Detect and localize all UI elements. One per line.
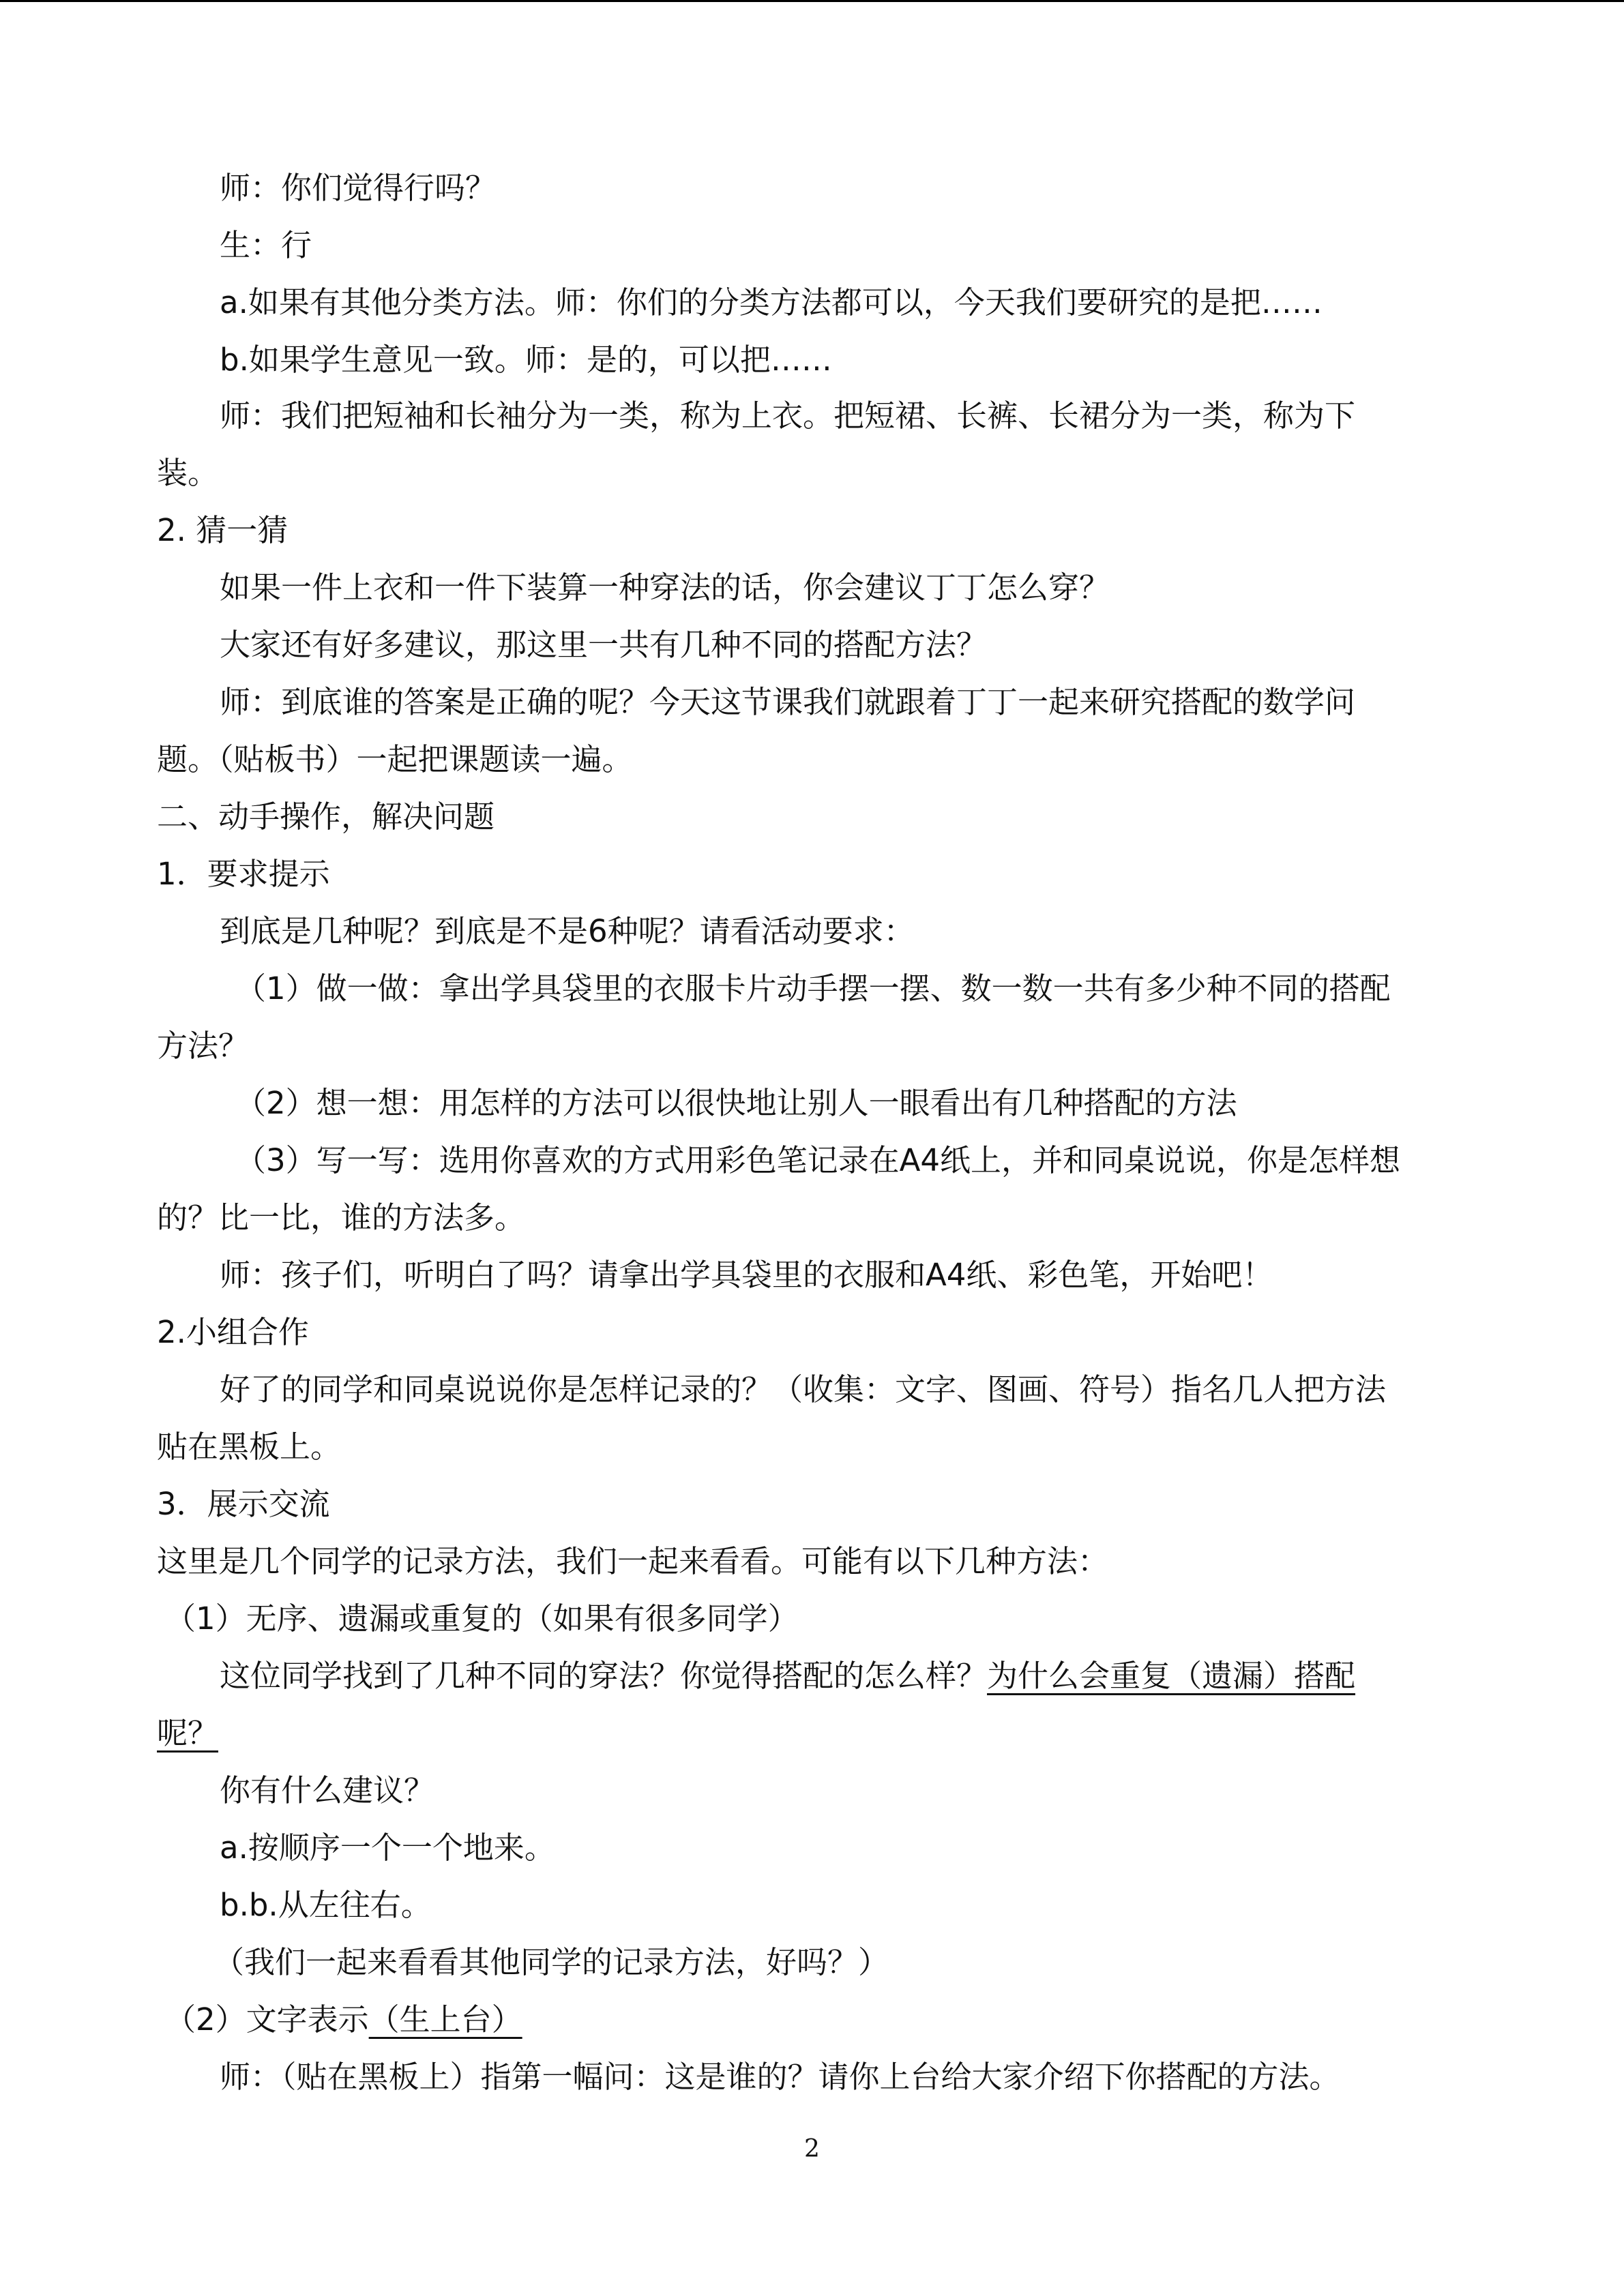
section-heading: 1．要求提示: [157, 856, 330, 892]
text-line: 师：我们把短袖和长袖分为一类，称为上衣。把短裙、长裤、长裙分为一类，称为下: [220, 398, 1356, 434]
underlined-text: 为什么会重复（遗漏）搭配: [987, 1658, 1356, 1694]
text-line: 师：（贴在黑板上）指第一幅问：这是谁的？请你上台给大家介绍下你搭配的方法。: [220, 2059, 1340, 2095]
text-segment: （2）文字表示: [165, 2001, 369, 2038]
text-line: 装。: [157, 455, 219, 491]
text-line: 方法？: [157, 1028, 250, 1064]
section-heading: 2.小组合作: [157, 1314, 309, 1350]
text-line: [157, 1713, 218, 1754]
text-line: （1）无序、遗漏或重复的（如果有很多同学）: [165, 1600, 799, 1637]
text-line: 贴在黑板上。: [157, 1429, 342, 1465]
text-line: 如果一件上衣和一件下装算一种穿法的话，你会建议丁丁怎么穿？: [220, 569, 1110, 606]
text-line: 的？比一比，谁的方法多。: [157, 1199, 526, 1236]
text-line: 师：你们觉得行吗？: [220, 170, 497, 206]
text-line: 题。（贴板书）一起把课题读一遍。: [157, 741, 633, 777]
underlined-text: （生上台）: [368, 2001, 522, 2038]
text-line: b.b.从左往右。: [220, 1887, 432, 1923]
text-segment: 这位同学找到了几种不同的穿法？你觉得搭配的怎么样？: [220, 1658, 988, 1694]
text-line: 师：孩子们，听明白了吗？请拿出学具袋里的衣服和A4纸、彩色笔，开始吧！: [220, 1257, 1273, 1293]
underlined-text: 呢？: [157, 1715, 219, 1751]
text-line: 生：行: [220, 227, 312, 263]
text-line: 好了的同学和同桌说说你是怎样记录的？（收集：文字、图画、符号）指名几人把方法: [220, 1371, 1387, 1407]
text-line: （3）写一写：选用你喜欢的方式用彩色笔记录在A4纸上，并和同桌说说，你是怎样想: [235, 1142, 1401, 1178]
text-line: 到底是几种呢？到底是不是6种呢？请看活动要求：: [220, 913, 915, 949]
text-line: 这里是几个同学的记录方法，我们一起来看看。可能有以下几种方法：: [157, 1543, 1109, 1579]
text-line: [165, 1999, 522, 2040]
text-line: a.按顺序一个一个地来。: [220, 1830, 555, 1866]
section-heading: 二、动手操作，解决问题: [157, 799, 495, 835]
text-line: 师：到底谁的答案是正确的呢？今天这节课我们就跟着丁丁一起来研究搭配的数学问: [220, 684, 1356, 720]
text-line: （2）想一想：用怎样的方法可以很快地让别人一眼看出有几种搭配的方法: [235, 1085, 1237, 1121]
text-line: （我们一起来看看其他同学的记录方法，好吗？）: [213, 1944, 889, 1980]
text-line: 你有什么建议？: [220, 1772, 435, 1808]
text-line: 大家还有好多建议，那这里一共有几种不同的搭配方法？: [220, 627, 988, 663]
text-line: [220, 1656, 1355, 1697]
text-line: （1）做一做：拿出学具袋里的衣服卡片动手摆一摆、数一数一共有多少种不同的搭配: [235, 970, 1391, 1007]
text-line: a.如果有其他分类方法。师：你们的分类方法都可以，今天我们要研究的是把……: [220, 284, 1323, 320]
page-number: 2: [804, 2135, 820, 2163]
section-heading: 2. 猜一猜: [157, 512, 289, 548]
text-line: b.如果学生意见一致。师：是的，可以把……: [220, 342, 832, 378]
section-heading: 3．展示交流: [157, 1486, 330, 1522]
